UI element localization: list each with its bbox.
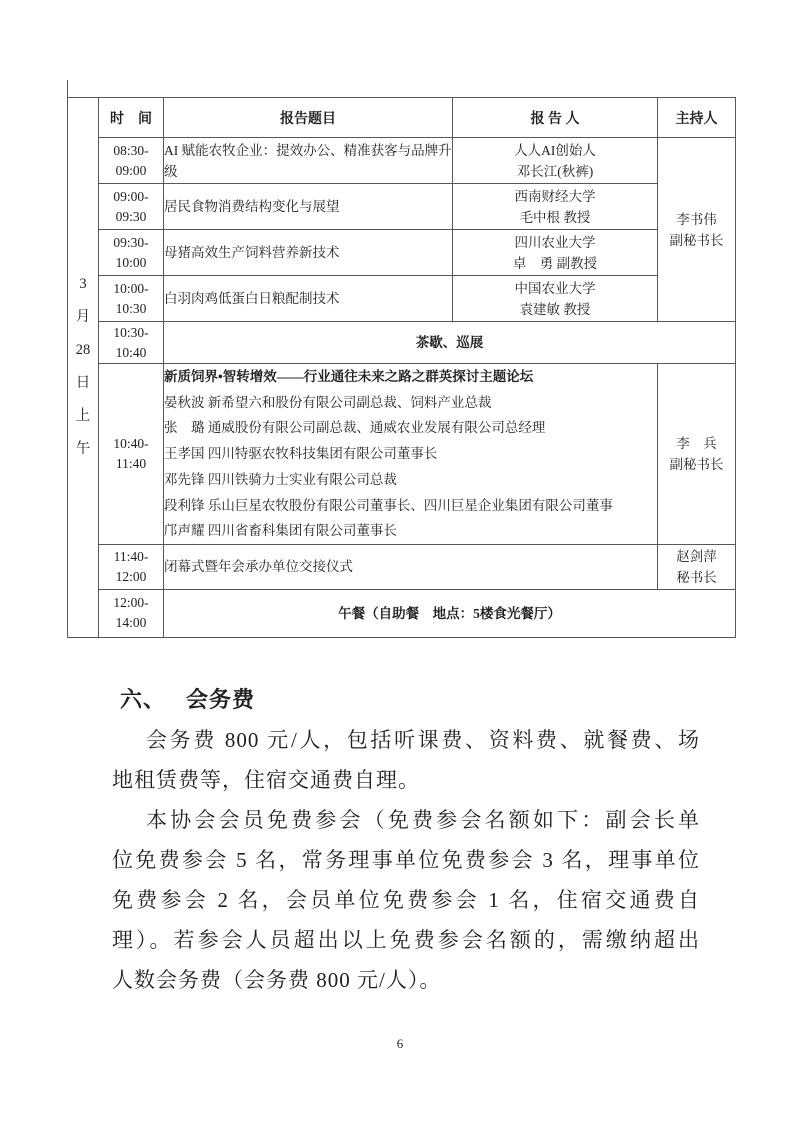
break-cell: 茶歇、巡展	[164, 322, 736, 364]
date-cell	[68, 98, 99, 638]
speaker-name: 卓 勇 副教授	[512, 255, 598, 271]
time-end: 10:00	[115, 254, 147, 270]
time-cell	[99, 276, 164, 322]
date-char: 日	[75, 375, 91, 392]
time-start: 10:00-	[113, 280, 149, 296]
time-start: 09:00-	[113, 188, 149, 204]
time-start: 10:40-	[113, 435, 149, 451]
page-number: 6	[396, 1036, 404, 1051]
host-title: 副秘书长	[669, 232, 724, 248]
col-header-time: 时 间	[99, 98, 164, 138]
date-char: 上	[75, 408, 91, 425]
speaker-affiliation: 西南财经大学	[514, 188, 596, 204]
table-row	[68, 138, 736, 184]
time-cell	[99, 544, 164, 589]
time-end: 14:00	[115, 615, 147, 631]
section-title: 会务费	[186, 687, 256, 712]
schedule-table	[67, 97, 736, 638]
time-end: 12:00	[115, 568, 147, 584]
lunch-cell: 午餐（自助餐 地点：5楼食光餐厅）	[164, 589, 736, 637]
body-line: 本协会会员免费参会（免费参会名额如下：副会长单	[146, 808, 700, 832]
body-line: 地租赁费等，住宿交通费自理。	[112, 768, 420, 792]
forum-speaker: 晏秋波 新希望六和股份有限公司副总裁、饲料产业总裁	[164, 394, 492, 410]
table-row	[68, 276, 736, 322]
table-row-break	[68, 322, 736, 364]
time-start: 11:40-	[113, 548, 149, 564]
host-title: 秘书长	[676, 569, 717, 585]
speaker-cell	[453, 276, 658, 322]
time-start: 10:30-	[113, 324, 149, 340]
date-char: 3	[79, 276, 87, 293]
speaker-cell	[453, 138, 658, 184]
forum-title: 新质饲界•智转增效——行业通往未来之路之群英探讨主题论坛	[164, 369, 534, 384]
body-line: 免费参会 2 名，会员单位免费参会 1 名，住宿交通费自	[112, 888, 700, 912]
body-line: 位免费参会 5 名，常务理事单位免费参会 3 名，理事单位	[112, 848, 700, 872]
time-start: 12:00-	[113, 595, 149, 611]
section-body	[112, 720, 700, 1000]
time-start: 09:30-	[113, 234, 149, 250]
host-cell	[658, 544, 736, 589]
forum-speaker: 邝声耀 四川省畜科集团有限公司董事长	[164, 523, 397, 539]
host-cell	[658, 364, 736, 545]
speaker-name: 毛中根 教授	[519, 209, 591, 225]
date-char: 28	[75, 342, 91, 359]
forum-speaker: 王孝国 四川特驱农牧科技集团有限公司董事长	[164, 446, 438, 462]
time-end: 10:30	[115, 300, 147, 316]
title-cell: 白羽肉鸡低蛋白日粮配制技术	[164, 276, 453, 322]
speaker-name: 袁建敏 教授	[519, 301, 591, 317]
speaker-affiliation: 中国农业大学	[514, 280, 596, 296]
host-name: 李书伟	[676, 211, 717, 227]
table-left-border-stub	[67, 80, 68, 98]
time-cell	[99, 589, 164, 637]
forum-speaker: 邓先锋 四川铁骑力士实业有限公司总裁	[164, 471, 397, 487]
host-title: 副秘书长	[669, 456, 724, 472]
table-row	[68, 184, 736, 230]
date-char: 午	[75, 441, 91, 458]
time-cell	[99, 322, 164, 364]
time-cell	[99, 230, 164, 276]
body-line: 人数会务费（会务费 800 元/人）。	[112, 968, 442, 992]
forum-speaker: 段利锋 乐山巨星农牧股份有限公司董事长、四川巨星企业集团有限公司董事	[164, 497, 613, 513]
table-row	[68, 230, 736, 276]
body-line: 理）。若参会人员超出以上免费参会名额的，需缴纳超出	[112, 928, 700, 952]
title-cell: AI 赋能农牧企业：提效办公、精准获客与品牌升级	[164, 138, 453, 184]
col-header-title: 报告题目	[164, 98, 453, 138]
host-name: 赵剑萍	[676, 548, 717, 564]
table-row	[68, 544, 736, 589]
forum-cell	[164, 364, 658, 545]
time-end: 09:30	[115, 208, 147, 224]
forum-speaker: 张 璐 通威股份有限公司副总裁、通威农业发展有限公司总经理	[164, 420, 546, 436]
time-end: 11:40	[115, 455, 147, 471]
section-number: 六、	[120, 687, 167, 712]
title-cell: 闭幕式暨年会承办单位交接仪式	[164, 544, 658, 589]
title-cell: 母猪高效生产饲料营养新技术	[164, 230, 453, 276]
table-header-row	[68, 98, 736, 138]
section-heading	[120, 683, 255, 714]
time-start: 08:30-	[113, 142, 149, 158]
col-header-speaker: 报 告 人	[453, 98, 658, 138]
schedule-table-container	[67, 97, 736, 638]
table-row-forum	[68, 364, 736, 545]
speaker-affiliation: 人人AI创始人	[514, 142, 596, 158]
time-cell	[99, 138, 164, 184]
speaker-affiliation: 四川农业大学	[514, 234, 596, 250]
time-end: 10:40	[115, 344, 147, 360]
title-cell: 居民食物消费结构变化与展望	[164, 184, 453, 230]
speaker-cell	[453, 184, 658, 230]
col-header-host: 主持人	[658, 98, 736, 138]
host-cell	[658, 138, 736, 322]
speaker-cell	[453, 230, 658, 276]
time-cell	[99, 184, 164, 230]
body-line: 会务费 800 元/人，包括听课费、资料费、就餐费、场	[146, 728, 700, 752]
time-cell	[99, 364, 164, 545]
speaker-name: 邓长江(秋裤)	[516, 163, 594, 179]
table-row-lunch	[68, 589, 736, 637]
date-char: 月	[75, 309, 91, 326]
host-name: 李 兵	[676, 435, 717, 451]
time-end: 09:00	[115, 162, 147, 178]
